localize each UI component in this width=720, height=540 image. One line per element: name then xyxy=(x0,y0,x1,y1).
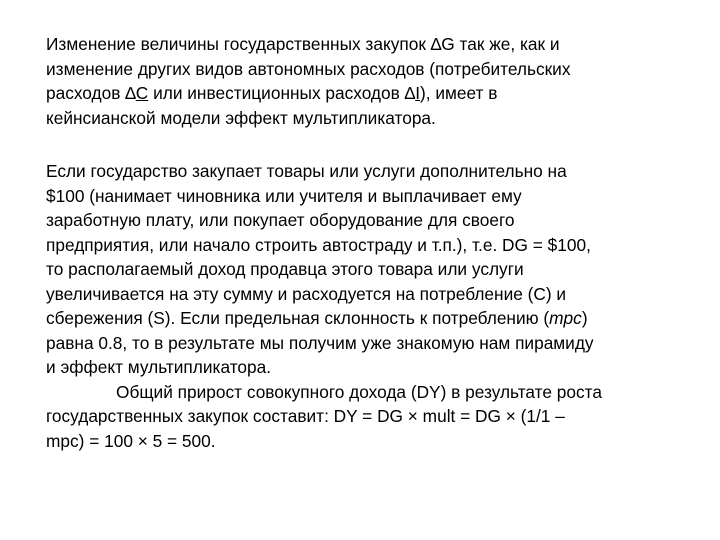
slide-text xyxy=(46,32,696,453)
text-line: государственных закупок составит: DY = DG × mult = DG × (1/1 – xyxy=(46,406,565,426)
text-line: Если государство закупает товары или услуги дополнительно на xyxy=(46,161,567,181)
text-line: равна 0.8, то в результате мы получим уже знакомую нам пирамиду xyxy=(46,332,594,353)
underlined-i: I xyxy=(415,83,420,103)
text-line: кейнсианской модели эффект мультипликатора. xyxy=(46,107,436,128)
text-fragment: ) xyxy=(581,308,588,328)
text-line: Общий прирост совокупного дохода (DY) в результате роста xyxy=(116,381,602,402)
text-fragment: расходов ∆ xyxy=(46,83,136,103)
text-line xyxy=(46,306,696,331)
text-line: $100 (нанимает чиновника или учителя и выплачивает ему xyxy=(46,185,522,206)
text-line xyxy=(46,81,696,106)
italic-mpc: mpc xyxy=(549,308,582,328)
text-line: и эффект мультипликатора. xyxy=(46,357,272,377)
paragraph-total-income-growth xyxy=(46,380,696,454)
underlined-c: C xyxy=(135,83,149,103)
text-fragment: сбережения (S). Если предельная склонность к потреблению ( xyxy=(46,308,550,328)
text-line: заработную плату, или покупает оборудование для своего xyxy=(46,210,515,230)
text-line: mpc) = 100 × 5 = 500. xyxy=(46,430,216,451)
text-line: предприятия, или начало строить автостраду и т.п.), т.е. DG = $100, xyxy=(46,234,591,255)
text-line: Изменение величины государственных закупок ∆G так же, как и xyxy=(46,34,560,54)
text-line: увеличивается на эту сумму и расходуется на потребление (С) и xyxy=(46,283,567,304)
text-line: то располагаемый доход продавца этого товара или услуги xyxy=(46,259,524,279)
paragraph-government-purchase-example xyxy=(46,159,696,380)
text-line: изменение других видов автономных расходов (потребительских xyxy=(46,58,571,79)
text-fragment: ), имеет в xyxy=(420,83,498,103)
text-fragment: или инвестиционных расходов ∆ xyxy=(148,83,416,103)
paragraph-multiplier-intro xyxy=(46,32,696,130)
